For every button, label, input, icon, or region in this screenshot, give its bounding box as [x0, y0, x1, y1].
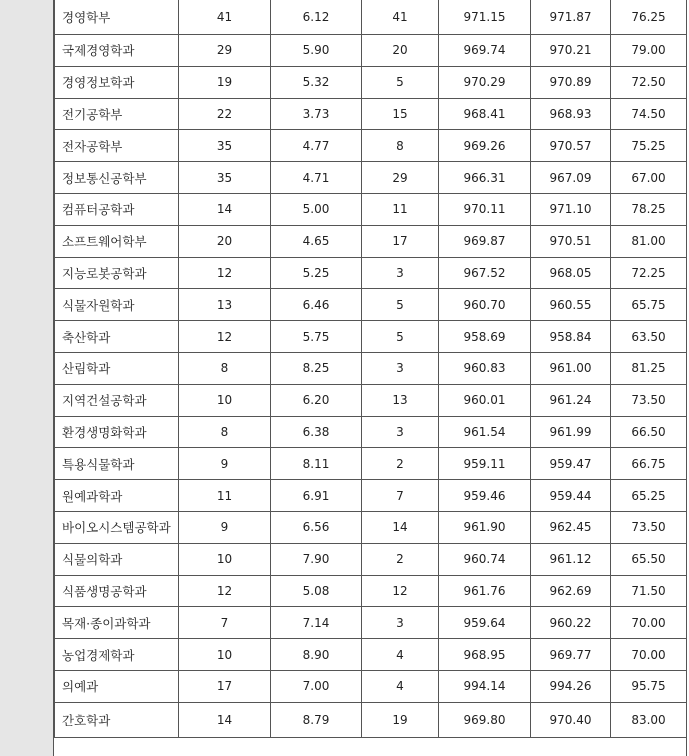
- value-cell: 95.75: [611, 670, 687, 702]
- department-cell: 컴퓨터공학과: [55, 193, 179, 225]
- value-cell: 962.45: [531, 511, 611, 543]
- value-cell: 7: [362, 480, 439, 512]
- value-cell: 970.21: [531, 35, 611, 67]
- value-cell: 960.01: [439, 384, 531, 416]
- value-cell: 65.25: [611, 480, 687, 512]
- value-cell: 959.46: [439, 480, 531, 512]
- value-cell: 35: [179, 162, 271, 194]
- table-row: [55, 289, 687, 321]
- value-cell: 3: [362, 607, 439, 639]
- value-cell: 994.14: [439, 670, 531, 702]
- table-row: [55, 225, 687, 257]
- value-cell: 4.71: [271, 162, 362, 194]
- department-cell: 바이오시스템공학과: [55, 511, 179, 543]
- value-cell: 966.31: [439, 162, 531, 194]
- value-cell: 13: [362, 384, 439, 416]
- table-row: [55, 639, 687, 671]
- value-cell: 5: [362, 66, 439, 98]
- value-cell: 75.25: [611, 130, 687, 162]
- value-cell: 74.50: [611, 98, 687, 130]
- value-cell: 20: [362, 35, 439, 67]
- table-row: [55, 352, 687, 384]
- value-cell: 2: [362, 448, 439, 480]
- value-cell: 12: [179, 321, 271, 353]
- department-cell: 농업경제학과: [55, 639, 179, 671]
- value-cell: 968.05: [531, 257, 611, 289]
- value-cell: 970.51: [531, 225, 611, 257]
- value-cell: 7.14: [271, 607, 362, 639]
- value-cell: 66.50: [611, 416, 687, 448]
- value-cell: 6.91: [271, 480, 362, 512]
- table-row: [55, 607, 687, 639]
- value-cell: 8: [362, 130, 439, 162]
- department-cell: 간호학과: [55, 702, 179, 737]
- table-row: [55, 416, 687, 448]
- department-cell: 전자공학부: [55, 130, 179, 162]
- value-cell: 961.90: [439, 511, 531, 543]
- value-cell: 14: [179, 702, 271, 737]
- value-cell: 961.12: [531, 543, 611, 575]
- value-cell: 959.44: [531, 480, 611, 512]
- table-row: [55, 384, 687, 416]
- admission-results-table-wrap: [54, 0, 687, 756]
- value-cell: 968.41: [439, 98, 531, 130]
- value-cell: 4: [362, 670, 439, 702]
- value-cell: 19: [179, 66, 271, 98]
- value-cell: 10: [179, 384, 271, 416]
- department-cell: 산림학과: [55, 352, 179, 384]
- value-cell: 76.25: [611, 0, 687, 35]
- department-cell: 특용식물학과: [55, 448, 179, 480]
- value-cell: 6.56: [271, 511, 362, 543]
- value-cell: 73.50: [611, 384, 687, 416]
- value-cell: 970.89: [531, 66, 611, 98]
- value-cell: 6.38: [271, 416, 362, 448]
- value-cell: 65.75: [611, 289, 687, 321]
- value-cell: 994.26: [531, 670, 611, 702]
- value-cell: 959.64: [439, 607, 531, 639]
- value-cell: 8.11: [271, 448, 362, 480]
- value-cell: 66.75: [611, 448, 687, 480]
- department-cell: 지역건설공학과: [55, 384, 179, 416]
- value-cell: 971.15: [439, 0, 531, 35]
- value-cell: 969.80: [439, 702, 531, 737]
- value-cell: 41: [362, 0, 439, 35]
- value-cell: 4.65: [271, 225, 362, 257]
- value-cell: 11: [179, 480, 271, 512]
- value-cell: 970.29: [439, 66, 531, 98]
- table-row: [55, 257, 687, 289]
- value-cell: 10: [179, 639, 271, 671]
- value-cell: 969.77: [531, 639, 611, 671]
- table-row: [55, 193, 687, 225]
- value-cell: 960.83: [439, 352, 531, 384]
- value-cell: 960.74: [439, 543, 531, 575]
- value-cell: 70.00: [611, 639, 687, 671]
- value-cell: 969.87: [439, 225, 531, 257]
- value-cell: 959.47: [531, 448, 611, 480]
- value-cell: 5.25: [271, 257, 362, 289]
- value-cell: 29: [362, 162, 439, 194]
- value-cell: 968.95: [439, 639, 531, 671]
- value-cell: 14: [179, 193, 271, 225]
- table-row: [55, 448, 687, 480]
- table-row: [55, 130, 687, 162]
- table-body: [55, 0, 687, 737]
- value-cell: 10: [179, 543, 271, 575]
- value-cell: 65.50: [611, 543, 687, 575]
- value-cell: 3: [362, 257, 439, 289]
- value-cell: 5.75: [271, 321, 362, 353]
- value-cell: 960.70: [439, 289, 531, 321]
- value-cell: 17: [179, 670, 271, 702]
- department-cell: 원예과학과: [55, 480, 179, 512]
- table-row: [55, 321, 687, 353]
- value-cell: 79.00: [611, 35, 687, 67]
- table-row: [55, 702, 687, 737]
- value-cell: 41: [179, 0, 271, 35]
- value-cell: 8.90: [271, 639, 362, 671]
- value-cell: 960.22: [531, 607, 611, 639]
- department-cell: 정보통신공학부: [55, 162, 179, 194]
- value-cell: 20: [179, 225, 271, 257]
- value-cell: 971.10: [531, 193, 611, 225]
- department-cell: 식물자원학과: [55, 289, 179, 321]
- value-cell: 72.25: [611, 257, 687, 289]
- value-cell: 959.11: [439, 448, 531, 480]
- value-cell: 8.25: [271, 352, 362, 384]
- department-cell: 식물의학과: [55, 543, 179, 575]
- value-cell: 970.57: [531, 130, 611, 162]
- value-cell: 4: [362, 639, 439, 671]
- value-cell: 19: [362, 702, 439, 737]
- table-row: [55, 543, 687, 575]
- value-cell: 5.90: [271, 35, 362, 67]
- department-cell: 국제경영학과: [55, 35, 179, 67]
- value-cell: 78.25: [611, 193, 687, 225]
- value-cell: 5.08: [271, 575, 362, 607]
- value-cell: 12: [362, 575, 439, 607]
- value-cell: 962.69: [531, 575, 611, 607]
- department-cell: 의예과: [55, 670, 179, 702]
- department-cell: 소프트웨어학부: [55, 225, 179, 257]
- department-cell: 지능로봇공학과: [55, 257, 179, 289]
- department-cell: 경영정보학과: [55, 66, 179, 98]
- value-cell: 15: [362, 98, 439, 130]
- value-cell: 969.74: [439, 35, 531, 67]
- value-cell: 81.00: [611, 225, 687, 257]
- department-cell: 경영학부: [55, 0, 179, 35]
- value-cell: 73.50: [611, 511, 687, 543]
- value-cell: 12: [179, 575, 271, 607]
- value-cell: 12: [179, 257, 271, 289]
- value-cell: 971.87: [531, 0, 611, 35]
- value-cell: 72.50: [611, 66, 687, 98]
- left-gutter: [0, 0, 54, 756]
- table-row: [55, 480, 687, 512]
- value-cell: 3: [362, 352, 439, 384]
- value-cell: 14: [362, 511, 439, 543]
- value-cell: 81.25: [611, 352, 687, 384]
- table-row: [55, 35, 687, 67]
- table-row: [55, 0, 687, 35]
- value-cell: 9: [179, 448, 271, 480]
- value-cell: 9: [179, 511, 271, 543]
- value-cell: 8.79: [271, 702, 362, 737]
- value-cell: 961.54: [439, 416, 531, 448]
- value-cell: 5.00: [271, 193, 362, 225]
- value-cell: 2: [362, 543, 439, 575]
- value-cell: 5.32: [271, 66, 362, 98]
- department-cell: 축산학과: [55, 321, 179, 353]
- value-cell: 8: [179, 416, 271, 448]
- value-cell: 35: [179, 130, 271, 162]
- department-cell: 전기공학부: [55, 98, 179, 130]
- table-row: [55, 98, 687, 130]
- value-cell: 11: [362, 193, 439, 225]
- value-cell: 70.00: [611, 607, 687, 639]
- table-row: [55, 66, 687, 98]
- value-cell: 6.46: [271, 289, 362, 321]
- value-cell: 6.12: [271, 0, 362, 35]
- value-cell: 22: [179, 98, 271, 130]
- value-cell: 29: [179, 35, 271, 67]
- table-row: [55, 511, 687, 543]
- value-cell: 967.09: [531, 162, 611, 194]
- value-cell: 961.24: [531, 384, 611, 416]
- value-cell: 970.40: [531, 702, 611, 737]
- value-cell: 3: [362, 416, 439, 448]
- value-cell: 970.11: [439, 193, 531, 225]
- value-cell: 17: [362, 225, 439, 257]
- table-row: [55, 575, 687, 607]
- value-cell: 13: [179, 289, 271, 321]
- value-cell: 6.20: [271, 384, 362, 416]
- value-cell: 969.26: [439, 130, 531, 162]
- value-cell: 7.00: [271, 670, 362, 702]
- table-row: [55, 162, 687, 194]
- value-cell: 83.00: [611, 702, 687, 737]
- value-cell: 5: [362, 289, 439, 321]
- value-cell: 961.00: [531, 352, 611, 384]
- value-cell: 5: [362, 321, 439, 353]
- value-cell: 7.90: [271, 543, 362, 575]
- value-cell: 8: [179, 352, 271, 384]
- value-cell: 968.93: [531, 98, 611, 130]
- value-cell: 71.50: [611, 575, 687, 607]
- value-cell: 967.52: [439, 257, 531, 289]
- value-cell: 67.00: [611, 162, 687, 194]
- value-cell: 958.84: [531, 321, 611, 353]
- department-cell: 목재·종이과학과: [55, 607, 179, 639]
- value-cell: 960.55: [531, 289, 611, 321]
- admission-results-table: [54, 0, 687, 738]
- value-cell: 4.77: [271, 130, 362, 162]
- department-cell: 환경생명화학과: [55, 416, 179, 448]
- value-cell: 961.99: [531, 416, 611, 448]
- value-cell: 7: [179, 607, 271, 639]
- department-cell: 식품생명공학과: [55, 575, 179, 607]
- value-cell: 3.73: [271, 98, 362, 130]
- value-cell: 961.76: [439, 575, 531, 607]
- value-cell: 63.50: [611, 321, 687, 353]
- table-row: [55, 670, 687, 702]
- value-cell: 958.69: [439, 321, 531, 353]
